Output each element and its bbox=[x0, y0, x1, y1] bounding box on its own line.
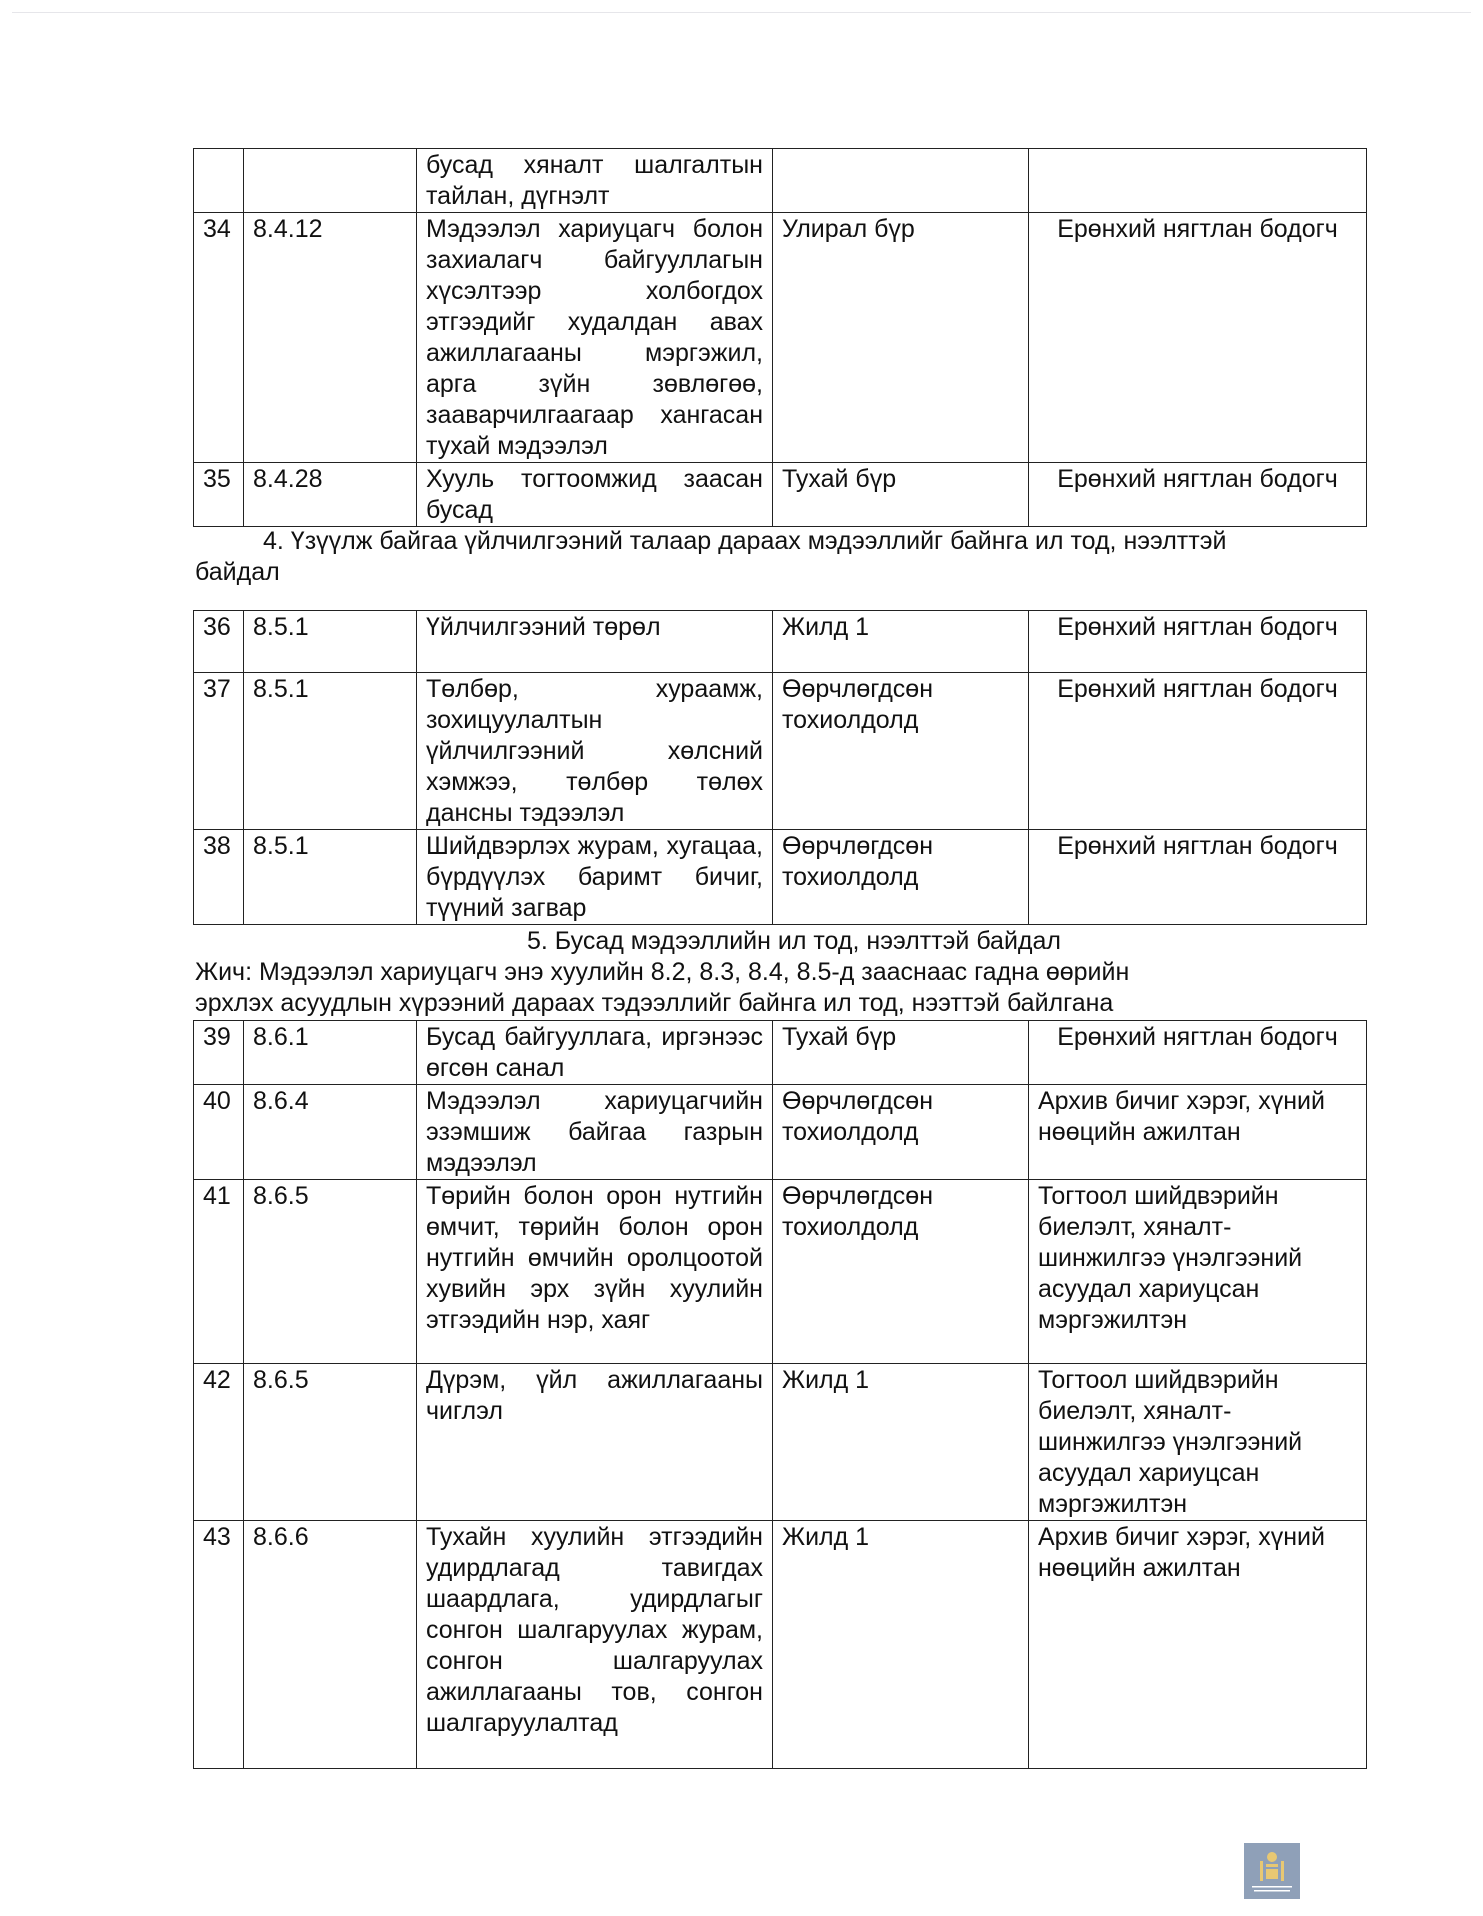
info-description: Мэдээлэл хариуцагчийн эзэмшиж байгаа газрын мэдээлэл bbox=[417, 1085, 773, 1180]
row-number: 38 bbox=[194, 830, 244, 925]
responsible-person bbox=[1029, 149, 1367, 213]
info-description: Төлбөр, хураамж, зохицуулалтын үйлчилгээний хөлсний хэмжээ, төлбөр төлөх дансны тэдээлэл bbox=[417, 673, 773, 830]
responsible-person: Ерөнхий нягтлан бодогч bbox=[1029, 830, 1367, 925]
law-article: 8.6.5 bbox=[244, 1364, 417, 1521]
note-line-2: эрхлэх асуудлын хүрээний дараах тэдээллийг байнга ил тод, нээттэй байлгана bbox=[195, 989, 1114, 1017]
responsible-person: Тогтоол шийдвэрийн биелэлт, хяналт-шинжилгээ үнэлгээний асуудал хариуцсан мэргэжилтэн bbox=[1029, 1364, 1367, 1521]
responsible-person: Тогтоол шийдвэрийн биелэлт, хяналт-шинжилгээ үнэлгээний асуудал хариуцсан мэргэжилтэн bbox=[1029, 1180, 1367, 1364]
table-row bbox=[194, 1364, 1367, 1521]
update-frequency bbox=[773, 149, 1029, 213]
row-number: 43 bbox=[194, 1521, 244, 1769]
update-frequency: Жилд 1 bbox=[773, 1364, 1029, 1521]
update-frequency: Өөрчлөгдсөн тохиолдолд bbox=[773, 673, 1029, 830]
table-row bbox=[194, 830, 1367, 925]
update-frequency: Улирал бүр bbox=[773, 213, 1029, 463]
table-row bbox=[194, 1021, 1367, 1085]
table-row bbox=[194, 1180, 1367, 1364]
table-section-5 bbox=[193, 1020, 1367, 1769]
responsible-person: Ерөнхий нягтлан бодогч bbox=[1029, 213, 1367, 463]
info-description: Хууль тогтоомжид заасан бусад bbox=[417, 463, 773, 527]
info-description: Шийдвэрлэх журам, хугацаа, бүрдүүлэх баримт бичиг, түүний загвар bbox=[417, 830, 773, 925]
law-article: 8.4.12 bbox=[244, 213, 417, 463]
update-frequency: Тухай бүр bbox=[773, 463, 1029, 527]
table-row bbox=[194, 673, 1367, 830]
law-article: 8.5.1 bbox=[244, 830, 417, 925]
responsible-person: Ерөнхий нягтлан бодогч bbox=[1029, 611, 1367, 673]
row-number: 35 bbox=[194, 463, 244, 527]
table-section-4 bbox=[193, 610, 1367, 925]
section-4-heading: 4. Үзүүлж байгаа үйлчилгээний талаар дараах мэдээллийг байнга ил тод, нээлттэй bbox=[263, 527, 1227, 555]
responsible-person: Архив бичиг хэрэг, хүний нөөцийн ажилтан bbox=[1029, 1521, 1367, 1769]
note-line-1: Жич: Мэдээлэл хариуцагч энэ хуулийн 8.2, 8.3, 8.4, 8.5-д зааснаас гадна өөрийн bbox=[195, 958, 1130, 986]
update-frequency: Жилд 1 bbox=[773, 1521, 1029, 1769]
law-article bbox=[244, 149, 417, 213]
table-row bbox=[194, 149, 1367, 213]
responsible-person: Ерөнхий нягтлан бодогч bbox=[1029, 673, 1367, 830]
info-description: Үйлчилгээний төрөл bbox=[417, 611, 773, 673]
info-description: Тухайн хуулийн этгээдийн удирдлагад тавигдах шаардлага, удирдлагыг сонгон шалгаруулах журам, сонгон шалгаруулах ажиллагааны тов, сонгон шалгаруулалтад bbox=[417, 1521, 773, 1769]
section-4-heading-cont: байдал bbox=[195, 558, 280, 586]
update-frequency: Өөрчлөгдсөн тохиолдолд bbox=[773, 830, 1029, 925]
responsible-person: Ерөнхий нягтлан бодогч bbox=[1029, 463, 1367, 527]
row-number: 41 bbox=[194, 1180, 244, 1364]
responsible-person: Архив бичиг хэрэг, хүний нөөцийн ажилтан bbox=[1029, 1085, 1367, 1180]
table-row bbox=[194, 611, 1367, 673]
row-number bbox=[194, 149, 244, 213]
section-5-heading: 5. Бусад мэдээллийн ил тод, нээлттэй байдал bbox=[527, 927, 1062, 955]
table-row bbox=[194, 213, 1367, 463]
law-article: 8.5.1 bbox=[244, 611, 417, 673]
info-description: бусад хяналт шалгалтын тайлан, дүгнэлт bbox=[417, 149, 773, 213]
soyombo-icon bbox=[1244, 1843, 1300, 1899]
row-number: 34 bbox=[194, 213, 244, 463]
table-row bbox=[194, 463, 1367, 527]
info-description: Дүрэм, үйл ажиллагааны чиглэл bbox=[417, 1364, 773, 1521]
update-frequency: Жилд 1 bbox=[773, 611, 1029, 673]
info-description: Төрийн болон орон нутгийн өмчит, төрийн болон орон нутгийн өмчийн оролцоотой хувийн эрх зүйн хуулийн этгээдийн нэр, хаяг bbox=[417, 1180, 773, 1364]
responsible-person: Ерөнхий нягтлан бодогч bbox=[1029, 1021, 1367, 1085]
update-frequency: Өөрчлөгдсөн тохиолдолд bbox=[773, 1180, 1029, 1364]
row-number: 39 bbox=[194, 1021, 244, 1085]
law-article: 8.6.5 bbox=[244, 1180, 417, 1364]
update-frequency: Тухай бүр bbox=[773, 1021, 1029, 1085]
info-description: Бусад байгууллага, иргэнээс өгсөн санал bbox=[417, 1021, 773, 1085]
row-number: 42 bbox=[194, 1364, 244, 1521]
law-article: 8.6.4 bbox=[244, 1085, 417, 1180]
table-section-3-end bbox=[193, 148, 1367, 527]
table-row bbox=[194, 1085, 1367, 1180]
table-row bbox=[194, 1521, 1367, 1769]
row-number: 40 bbox=[194, 1085, 244, 1180]
law-article: 8.4.28 bbox=[244, 463, 417, 527]
law-article: 8.5.1 bbox=[244, 673, 417, 830]
row-number: 36 bbox=[194, 611, 244, 673]
law-article: 8.6.6 bbox=[244, 1521, 417, 1769]
law-article: 8.6.1 bbox=[244, 1021, 417, 1085]
row-number: 37 bbox=[194, 673, 244, 830]
government-logo bbox=[1244, 1843, 1300, 1899]
info-description: Мэдээлэл хариуцагч болон захиалагч байгууллагын хүсэлтээр холбогдох этгээдийг худалдан авах ажиллагааны мэргэжил, арга зүйн зөвлөгөө, зааварчилгаагаар хангасан тухай мэдээлэл bbox=[417, 213, 773, 463]
update-frequency: Өөрчлөгдсөн тохиолдолд bbox=[773, 1085, 1029, 1180]
